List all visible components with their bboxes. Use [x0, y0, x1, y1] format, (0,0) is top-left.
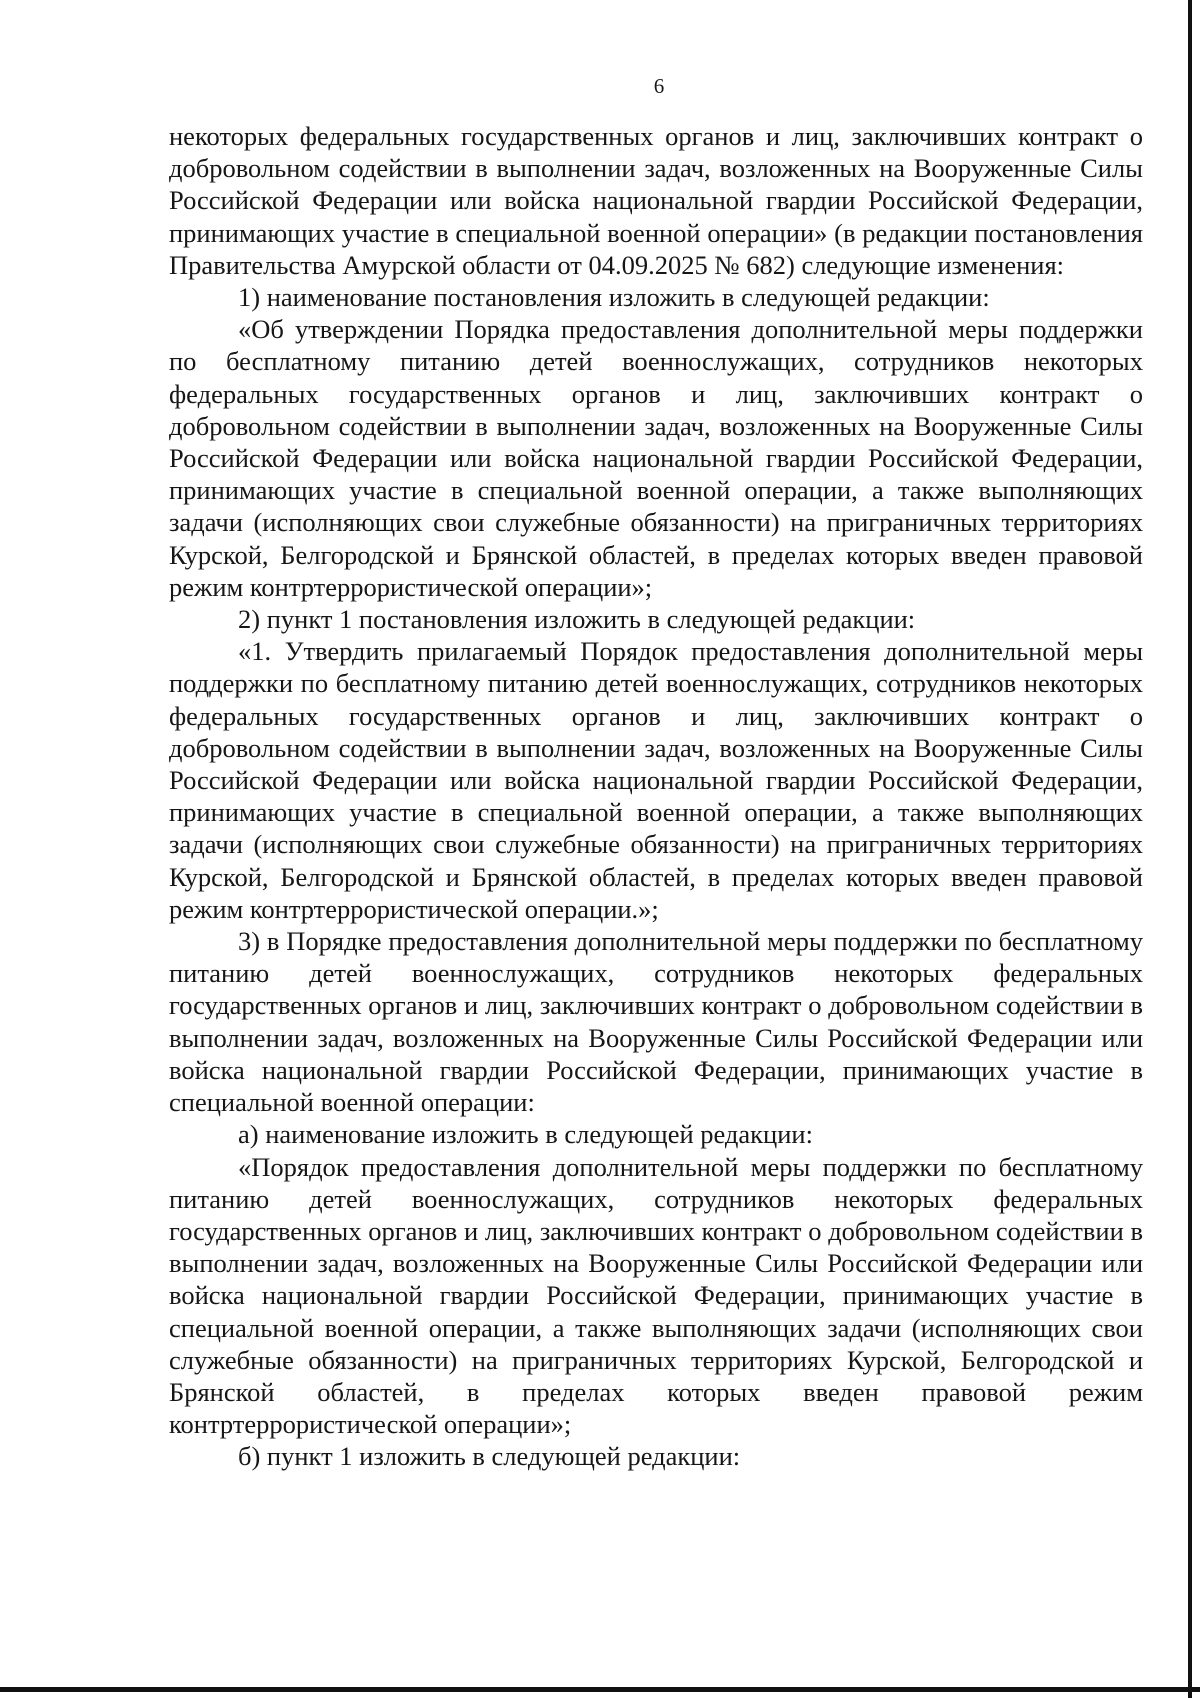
paragraph-continuation: некоторых федеральных государственных органов и лиц, заключивших контракт о добровольном содействии в выполнении задач, возложенных на Вооруженные Силы Российской Федерации или войска национальной гвардии Российской Федерации, принимающих участие в специальной военной операции» (в редакции постановления Правительства Амурской области от 04.09.2025 № 682) следующие изменения:: [169, 121, 1143, 280]
paragraph-quote-point-1: «1. Утвердить прилагаемый Порядок предоставления дополнительной меры поддержки по бесплатному питанию детей военнослужащих, сотрудников некоторых федеральных государственных органов и лиц, заключивших контракт о добровольном содействии в выполнении задач, возложенных на Вооруженные Силы Российской Федерации или войска национальной гвардии Российской Федерации, принимающих участие в специальной военной операции, а также выполняющих задачи (исполняющих свои служебные обязанности) на приграничных территориях Курской, Белгородской и Брянской областей, в пределах которых введен правовой режим контртеррористической операции.»;: [169, 636, 1143, 924]
paragraph-subitem-b: б) пункт 1 изложить в следующей редакции:: [238, 1441, 741, 1472]
paragraph-item-2: 2) пункт 1 постановления изложить в следующей редакции:: [238, 604, 916, 635]
paragraph-quote-procedure-title: «Порядок предоставления дополнительной меры поддержки по бесплатному питанию детей военнослужащих, сотрудников некоторых федеральных государственных органов и лиц, заключивших контракт о добровольном содействии в выполнении задач, возложенных на Вооруженные Силы Российской Федерации или войска национальной гвардии Российской Федерации, принимающих участие в специальной военной операции, а также выполняющих задачи (исполняющих свои служебные обязанности) на приграничных территориях Курской, Белгородской и Брянской областей, в пределах которых введен правовой режим контртеррористической операции»;: [169, 1151, 1143, 1440]
paragraph-quote-title: «Об утверждении Порядка предоставления дополнительной меры поддержки по бесплатному питанию детей военнослужащих, сотрудников некоторых федеральных государственных органов и лиц, заключивших контракт о добровольном содействии в выполнении задач, возложенных на Вооруженные Силы Российской Федерации или войска национальной гвардии Российской Федерации, принимающих участие в специальной военной операции, а также выполняющих задачи (исполняющих свои служебные обязанности) на приграничных территориях Курской, Белгородской и Брянской областей, в пределах которых введен правовой режим контртеррористической операции»;: [169, 314, 1143, 602]
page-number: 6: [653, 74, 665, 98]
paragraph-subitem-a: а) наименование изложить в следующей редакции:: [238, 1119, 813, 1150]
paragraph-item-3: 3) в Порядке предоставления дополнительной меры поддержки по бесплатному питанию детей военнослужащих, сотрудников некоторых федеральных государственных органов и лиц, заключивших контракт о добровольном содействии в выполнении задач, возложенных на Вооруженные Силы Российской Федерации или войска национальной гвардии Российской Федерации, принимающих участие в специальной военной операции:: [169, 926, 1143, 1118]
document-body: [169, 120, 1143, 1473]
scan-right-edge: [1188, 0, 1192, 1698]
scan-bottom-edge: [0, 1687, 1200, 1692]
paragraph-item-1: 1) наименование постановления изложить в следующей редакции:: [238, 282, 990, 313]
